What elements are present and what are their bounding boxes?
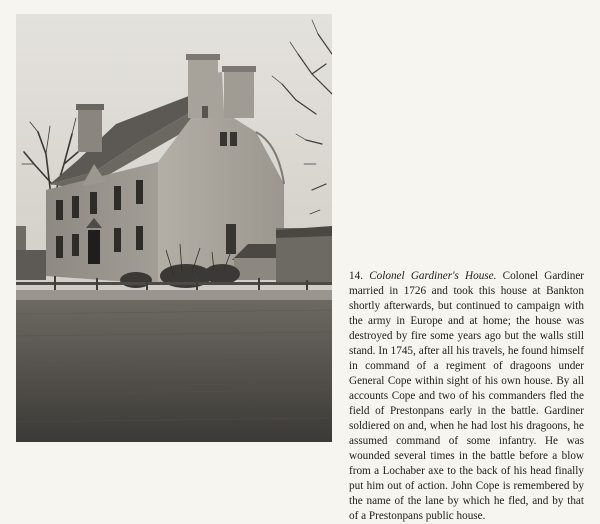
figure-number: 14. xyxy=(349,270,363,283)
figure-caption xyxy=(349,269,584,524)
figure-title: Colonel Gardiner's House. xyxy=(369,270,497,283)
house-photograph-image xyxy=(16,14,332,442)
caption-body: Colonel Gardiner married in 1726 and took this house at Bankton shortly afterwards, but continued to campaign with the army in Europe and at home; the house was destroyed by fire some years ago but the walls still stand. In 1745, after all his travels, he found himself in command of a regiment of dragoons under General Cope within sight of his own house. By all accounts Cope and two of his commanders fled the field of Prestonpans early in the battle. Gardiner soldiered on and, when he had lost his dragoons, he assumed command of some infantry. He was wounded several times in the battle before a blow from a Lochaber axe to the back of his head finally put him out of action. John Cope is remembered by the name of the lane by which he fled, and by that of a Prestonpans public house. xyxy=(349,270,585,523)
house-photograph xyxy=(16,14,332,442)
